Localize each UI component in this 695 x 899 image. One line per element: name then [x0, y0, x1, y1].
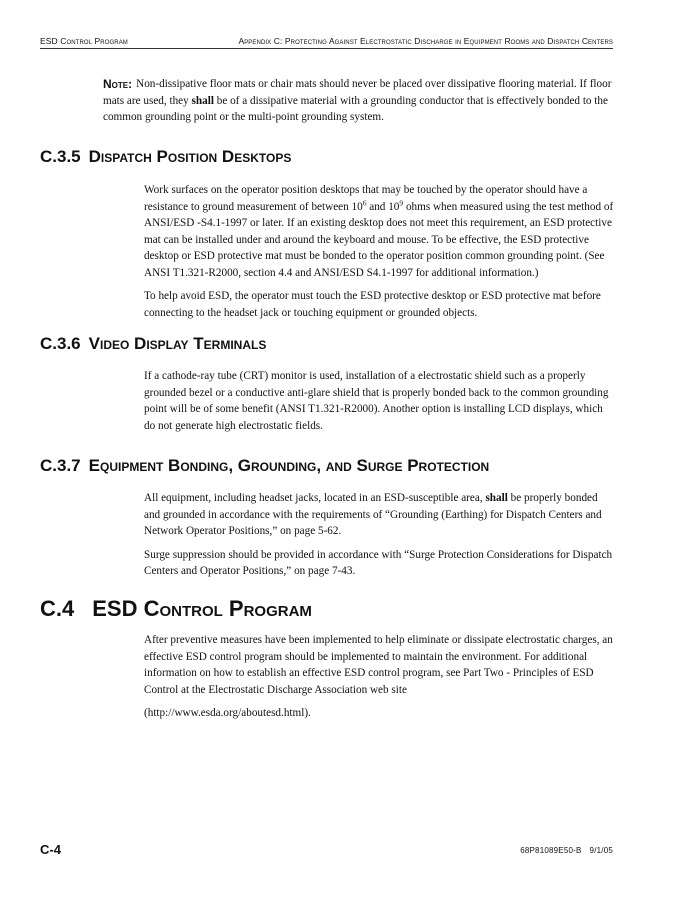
section-c35-body — [144, 182, 614, 321]
section-number: C.3.5 — [40, 147, 81, 166]
note-block — [103, 76, 613, 126]
note-label: Note: — [103, 77, 133, 91]
paragraph: All equipment, including headset jacks, located in an ESD-susceptible area, shall be properly bonded and grounded in accordance with the requirements of “Grounding (Earthing) for Dispatch Centers and Network Operator Positions,” on page 5-62. — [144, 492, 602, 537]
section-c37-body — [144, 490, 614, 580]
note-text-end: be of a dissipative material with a grounding conductor that is effectively bonded to the common grounding point or the multi-point grounding system. — [103, 94, 608, 123]
paragraph: After preventive measures have been implemented to help eliminate or dissipate electrostatic charges, an effective ESD control program should be implemented to maintain the environment. For additional information on how to establish an effective ESD control program, see Part Two - Principles of ESD Control at the Electrostatic Discharge Association web site — [144, 634, 613, 696]
paragraph: Surge suppression should be provided in accordance with “Surge Protection Considerations for Dispatch Centers and Operator Positions,” on page 7-43. — [144, 548, 613, 577]
section-c4-body — [144, 632, 614, 722]
paragraph: Work surfaces on the operator position desktops that may be touched by the operator should have a resistance to ground measurement of between $10^6$ and $10^9$ ohms when measured using the test method of ANSI/ESD -S4.1-1997 or later. If an existing desktop does not meet this requirement, an ESD protective mat can be installed under and around the keyboard and mouse. To be effective, the ESD protective desktop or ESD protective mat must be bonded to the operator position common grounding point. (See ANSI T1.321-R2000, section 4.4 and ANSI/ESD S4.1-1997 for additional information.) — [144, 184, 614, 279]
section-heading-c35 — [40, 147, 291, 167]
doc-date: 9/1/05 — [589, 846, 613, 855]
footer-doc-info — [520, 846, 613, 855]
header-rule — [40, 48, 613, 49]
paragraph: If a cathode-ray tube (CRT) monitor is used, installation of a electrostatic shield such as a properly grounded bezel or a conductive anti-glare shield that is properly bonded back to the common grounding point will be of some benefit (ANSI T1.321-R2000). Another option is installing LCD displays, which do not generate high electrostatic fields. — [144, 370, 609, 432]
section-number: C.4 — [40, 596, 75, 621]
section-title: Dispatch Position Desktops — [88, 147, 292, 166]
link-text: (http://www.esda.org/aboutesd.html). — [144, 707, 311, 719]
section-number: C.3.7 — [40, 456, 81, 475]
section-title: ESD Control Program — [92, 596, 312, 621]
section-heading-c37 — [40, 456, 489, 476]
section-heading-c4 — [40, 596, 312, 622]
header-left: ESD Control Program — [40, 36, 128, 46]
note-text: Non-dissipative floor mats or chair mats should never be placed over dissipative flooring material. If floor mats are used, they — [103, 78, 612, 107]
section-number: C.3.6 — [40, 334, 81, 353]
section-heading-c36 — [40, 334, 266, 354]
page-number: C-4 — [40, 842, 61, 857]
section-title: Equipment Bonding, Grounding, and Surge Protection — [88, 456, 490, 475]
note-bold: shall — [191, 94, 214, 107]
header-right: Appendix C: Protecting Against Electrostatic Discharge in Equipment Rooms and Dispatch Centers — [238, 36, 613, 46]
paragraph: To help avoid ESD, the operator must touch the ESD protective desktop or ESD protective mat before connecting to the headset jack or touching equipment or grounded objects. — [144, 290, 601, 319]
section-c36-body — [144, 368, 614, 434]
section-title: Video Display Terminals — [88, 334, 267, 353]
doc-id: 68P81089E50-B — [520, 846, 582, 855]
